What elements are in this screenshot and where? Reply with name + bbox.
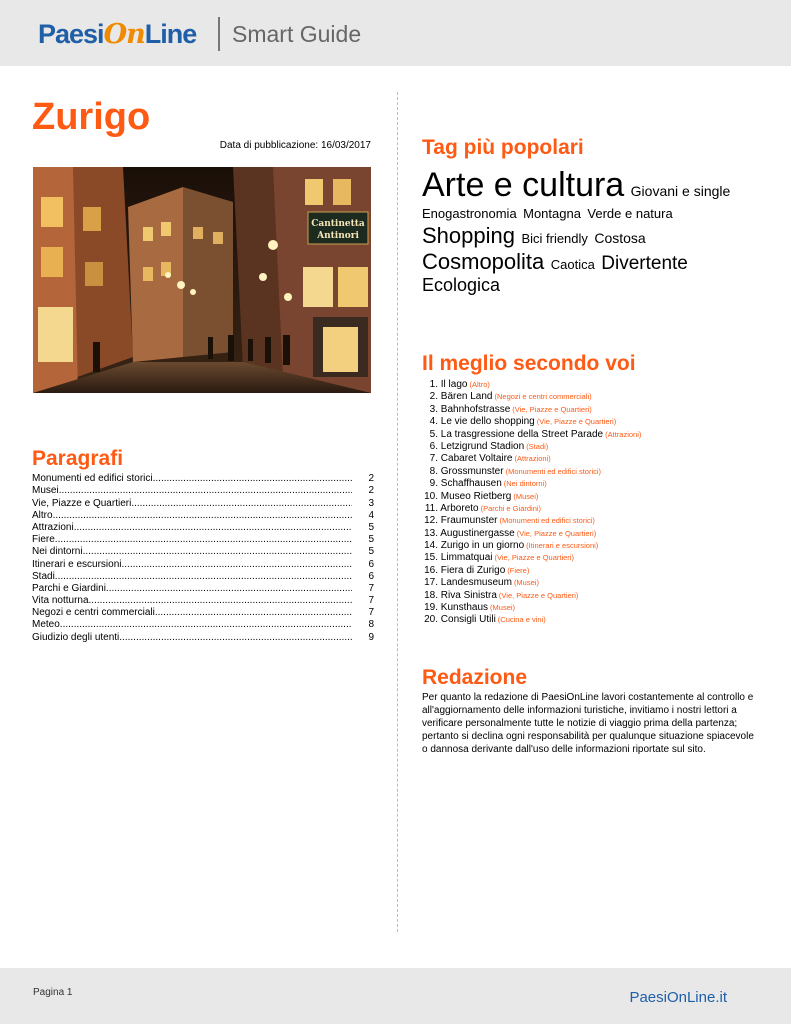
toc-leader xyxy=(53,510,352,522)
best-name: Cabaret Voltaire xyxy=(440,453,513,465)
best-rank: 1. xyxy=(429,379,438,390)
tag-item[interactable]: Arte e cultura xyxy=(422,166,625,204)
paesionline-logo[interactable] xyxy=(38,14,196,54)
best-item[interactable] xyxy=(422,565,782,577)
toc-page: 5 xyxy=(368,546,374,558)
page-number: Pagina 1 xyxy=(33,987,73,998)
toc-item[interactable] xyxy=(32,510,374,522)
toc-leader xyxy=(119,632,352,644)
toc-leader xyxy=(155,607,352,619)
best-rank: 10. xyxy=(424,490,438,502)
toc-page: 7 xyxy=(368,607,374,619)
best-category: (Musei) xyxy=(513,491,539,501)
site-link[interactable]: PaesiOnLine.it xyxy=(629,989,727,1006)
best-rank: 2. xyxy=(429,391,438,403)
header-divider xyxy=(218,17,220,51)
logo-on: On xyxy=(103,18,145,50)
best-item[interactable] xyxy=(422,391,782,403)
tag-item[interactable]: Divertente xyxy=(601,252,688,274)
best-item[interactable] xyxy=(422,528,782,540)
toc-label: Fiere xyxy=(32,534,55,546)
best-category: (Vie, Piazze e Quartieri) xyxy=(498,590,579,600)
redazione-heading: Redazione xyxy=(422,666,528,689)
toc-leader xyxy=(55,571,352,583)
best-category: (Musei) xyxy=(513,578,539,588)
toc-label: Musei xyxy=(32,485,59,497)
best-item[interactable] xyxy=(422,503,782,515)
best-item[interactable] xyxy=(422,429,782,441)
city-photo xyxy=(33,167,371,393)
best-item[interactable] xyxy=(422,379,782,391)
best-category: (Itinerari e escursioni) xyxy=(526,541,599,551)
best-rank: 20. xyxy=(424,614,438,626)
best-item[interactable] xyxy=(422,577,782,589)
tag-item[interactable]: Costosa xyxy=(594,230,646,247)
logo-line: Line xyxy=(144,18,197,49)
best-item[interactable] xyxy=(422,466,782,478)
best-rank: 16. xyxy=(424,564,438,576)
toc-leader xyxy=(83,546,352,558)
tag-item[interactable]: Cosmopolita xyxy=(422,248,545,274)
best-category: (Vie, Piazze e Quartieri) xyxy=(512,404,592,414)
best-name: Fraumunster xyxy=(440,515,498,527)
tag-item[interactable]: Ecologica xyxy=(422,274,501,295)
best-name: Consigli Utili xyxy=(440,614,496,626)
toc-label: Vita notturna xyxy=(32,595,89,607)
toc-page: 6 xyxy=(368,558,374,570)
toc-leader xyxy=(153,473,352,485)
toc-label: Monumenti ed edifici storici xyxy=(32,473,153,485)
best-rank: 5. xyxy=(429,428,438,440)
best-name: Bahnhofstrasse xyxy=(440,403,511,415)
toc-page: 4 xyxy=(368,509,374,521)
best-heading: Il meglio secondo voi xyxy=(422,352,636,375)
page-header xyxy=(0,0,791,66)
toc-label: Altro xyxy=(32,509,53,521)
publication-date: Data di pubblicazione: 16/03/2017 xyxy=(219,140,371,151)
logo-paesi: Paesi xyxy=(38,18,104,49)
best-category: (Monumenti ed edifici storici) xyxy=(499,516,595,526)
best-rank: 14. xyxy=(424,540,438,552)
toc-page: 8 xyxy=(368,619,374,631)
toc-item[interactable] xyxy=(32,473,374,485)
best-category: (Cucina e vini) xyxy=(497,615,546,625)
toc-leader xyxy=(59,485,352,497)
tag-cloud xyxy=(422,166,767,296)
tag-item[interactable]: Shopping xyxy=(422,223,515,249)
toc-leader xyxy=(55,534,352,546)
toc-label: Attrazioni xyxy=(32,521,74,533)
best-name: Museo Rietberg xyxy=(440,490,512,502)
best-category: (Monumenti ed edifici storici) xyxy=(505,466,602,476)
toc-page: 5 xyxy=(368,521,374,533)
sign-line2: Antinori xyxy=(317,231,359,241)
best-name: Riva Sinistra xyxy=(440,589,497,601)
toc-leader xyxy=(89,595,352,607)
table-of-contents xyxy=(32,473,374,644)
toc-item[interactable] xyxy=(32,558,374,570)
best-name: Letzigrund Stadion xyxy=(440,440,525,452)
tag-item[interactable]: Caotica xyxy=(550,256,595,272)
toc-item[interactable] xyxy=(32,631,374,643)
toc-page: 2 xyxy=(368,473,374,485)
best-category: (Vie, Piazze e Quartieri) xyxy=(516,528,597,538)
best-item[interactable] xyxy=(422,540,782,552)
best-category: (Parchi e Giardini) xyxy=(480,503,542,513)
best-rank: 8. xyxy=(429,465,438,477)
toc-leader xyxy=(131,498,352,510)
toc-label: Stadi xyxy=(32,570,55,582)
best-category: (Altro) xyxy=(469,380,490,389)
toc-leader xyxy=(121,559,352,571)
best-item[interactable] xyxy=(422,453,782,465)
best-name: Schaffhausen xyxy=(440,478,502,490)
best-item[interactable] xyxy=(422,478,782,490)
best-category: (Vie, Piazze e Quartieri) xyxy=(536,417,617,427)
best-category: (Stadi) xyxy=(526,441,549,451)
page-title: Zurigo xyxy=(32,96,151,138)
toc-label: Meteo xyxy=(32,619,60,631)
best-list xyxy=(422,379,782,627)
best-name: Augustinergasse xyxy=(440,527,515,539)
best-name: Le vie dello shopping xyxy=(440,416,535,428)
toc-item[interactable] xyxy=(32,546,374,558)
logo-text xyxy=(38,19,196,50)
toc-item[interactable] xyxy=(32,595,374,607)
toc-page: 7 xyxy=(368,582,374,594)
toc-label: Negozi e centri commerciali xyxy=(32,607,155,619)
toc-label: Vie, Piazze e Quartieri xyxy=(32,497,132,509)
best-rank: 7. xyxy=(429,453,438,465)
best-item[interactable] xyxy=(422,552,782,564)
toc-item[interactable] xyxy=(32,522,374,534)
best-rank: 18. xyxy=(424,589,438,601)
best-name: Arboreto xyxy=(440,502,479,514)
best-item[interactable] xyxy=(422,602,782,614)
best-name: Il lago xyxy=(440,379,468,390)
best-item[interactable] xyxy=(422,416,782,428)
best-item[interactable] xyxy=(422,404,782,416)
toc-page: 6 xyxy=(368,570,374,582)
toc-leader xyxy=(74,522,352,534)
toc-leader xyxy=(106,583,352,595)
best-name: Kunsthaus xyxy=(440,602,489,614)
toc-item[interactable] xyxy=(32,583,374,595)
best-category: (Negozi e centri commerciali) xyxy=(494,392,592,402)
sign-line1: Cantinetta xyxy=(311,219,365,229)
redazione-text: Per quanto la redazione di PaesiOnLine lavori costantemente al controllo e all'aggiornamento delle informazioni turistiche, invitiamo i nostri lettori a verificare personalmente tutte le notizie di viaggio prima della partenza; pertanto si declina ogni responsabilità per qualunque situazione spiacevole o dannosa derivante dall'uso delle informazioni riportate sul sito. xyxy=(422,692,754,755)
best-name: Zurigo in un giorno xyxy=(440,540,525,552)
best-category: (Nei dintorni) xyxy=(503,479,547,489)
best-item[interactable] xyxy=(422,614,782,626)
best-rank: 15. xyxy=(424,552,438,564)
toc-label: Nei dintorni xyxy=(32,546,83,558)
tag-item[interactable]: Montagna xyxy=(523,206,581,222)
best-rank: 9. xyxy=(429,478,438,490)
best-item[interactable] xyxy=(422,441,782,453)
toc-page: 3 xyxy=(368,497,374,509)
toc-item[interactable] xyxy=(32,534,374,546)
toc-item[interactable] xyxy=(32,497,374,509)
best-rank: 3. xyxy=(429,403,438,415)
best-rank: 12. xyxy=(424,515,438,527)
paragrafi-heading: Paragrafi xyxy=(32,447,124,470)
best-name: Landesmuseum xyxy=(440,577,512,589)
best-rank: 6. xyxy=(429,440,438,452)
best-rank: 17. xyxy=(424,577,438,589)
tag-item[interactable]: Enogastronomia xyxy=(422,206,517,222)
best-item[interactable] xyxy=(422,515,782,527)
toc-label: Itinerari e escursioni xyxy=(32,558,122,570)
toc-item[interactable] xyxy=(32,607,374,619)
toc-page: 7 xyxy=(368,595,374,607)
toc-item[interactable] xyxy=(32,571,374,583)
toc-label: Parchi e Giardini xyxy=(32,582,106,594)
best-rank: 19. xyxy=(424,602,438,614)
best-name: Grossmunster xyxy=(440,465,504,477)
best-item[interactable] xyxy=(422,590,782,602)
tags-heading: Tag più popolari xyxy=(422,136,584,159)
header-subtitle: Smart Guide xyxy=(232,21,362,47)
best-rank: 13. xyxy=(424,527,438,539)
best-name: Bären Land xyxy=(440,391,493,403)
best-rank: 4. xyxy=(429,416,438,428)
toc-item[interactable] xyxy=(32,619,374,631)
best-name: La trasgressione della Street Parade xyxy=(440,428,604,440)
best-item[interactable] xyxy=(422,491,782,503)
best-category: (Attrazioni) xyxy=(514,454,551,464)
toc-page: 2 xyxy=(368,485,374,497)
best-category: (Attrazioni) xyxy=(605,429,642,439)
best-name: Fiera di Zurigo xyxy=(440,564,506,576)
tag-item[interactable]: Bici friendly xyxy=(521,231,588,247)
toc-leader xyxy=(60,619,352,631)
best-name: Limmatquai xyxy=(440,552,493,564)
toc-label: Giudizio degli utenti xyxy=(32,631,120,643)
toc-item[interactable] xyxy=(32,485,374,497)
toc-page: 9 xyxy=(368,631,374,643)
best-category: (Musei) xyxy=(490,603,516,613)
best-category: (Fiere) xyxy=(507,565,530,575)
tag-item[interactable]: Giovani e single xyxy=(630,183,731,199)
toc-page: 5 xyxy=(368,534,374,546)
best-category: (Vie, Piazze e Quartieri) xyxy=(494,553,574,563)
best-rank: 11. xyxy=(424,502,438,514)
tag-item[interactable]: Verde e natura xyxy=(587,206,673,222)
column-divider xyxy=(397,92,398,932)
